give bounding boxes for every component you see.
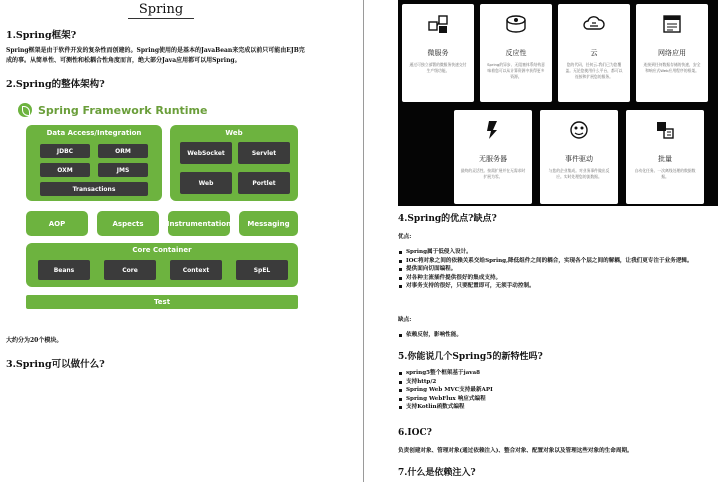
module-aspects: Aspects [97, 211, 159, 236]
module-messaging: Messaging [239, 211, 298, 236]
diagram-title: Spring Framework Runtime [38, 103, 208, 117]
cons-list [398, 331, 716, 340]
card-title: 无服务器 [479, 155, 507, 163]
question-2-heading: 2.Spring的整体架构? [6, 79, 105, 90]
pros-label: 优点: [398, 234, 412, 240]
web-label: Web [225, 129, 243, 137]
document-title: Spring [128, 2, 194, 19]
ioc-description: 负责创建对象、管理对象(通过依赖注入)、整合对象、配置对象以及管理这些对象的生命周期。 [398, 448, 633, 454]
list-item: 依赖反射，影响性能。 [398, 331, 716, 340]
module-transactions: Transactions [40, 182, 148, 196]
card-title: 批量 [658, 155, 672, 163]
card-title: 微服务 [427, 49, 449, 57]
card-description: 连接到任何数据存储的快速，安全和响应式Web应用程序的框架。 [643, 62, 701, 73]
features-list [398, 369, 716, 412]
module-test: Test [26, 295, 298, 309]
module-web: Web [180, 172, 232, 194]
question-5-heading: 5.你能说几个Spring5的新特性吗? [398, 352, 543, 362]
list-item: IOC将对象之间的依赖关系交给Spring,降低组件之间的耦合，实现各个层之间的解耦，让我们更专注于业务逻辑。 [398, 257, 716, 266]
list-item: 支持Kotlin函数式编程 [398, 403, 716, 412]
card-title: 云 [590, 49, 598, 57]
web-group [170, 125, 298, 201]
card-description: 通过可独立部署的微服务快速交付生产级功能。 [409, 62, 467, 73]
card-microservices [402, 4, 474, 102]
pros-list [398, 248, 716, 291]
cons-label: 缺点: [398, 317, 412, 323]
module-servlet: Servlet [238, 142, 290, 164]
question-3-heading: 3.Spring可以做什么? [6, 359, 105, 370]
left-page [0, 0, 363, 482]
card-event-driven [540, 110, 618, 204]
card-description: 自动化任务。一次离线处理的数据数据。 [634, 168, 696, 179]
list-item: 对各种主流插件提供很好的集成支持。 [398, 274, 716, 283]
core-container-group [26, 243, 298, 287]
module-beans: Beans [38, 260, 90, 280]
module-jdbc: JDBC [40, 144, 90, 158]
module-orm: ORM [98, 144, 148, 158]
card-description: 与您的企业集成。对业务事件做出反应。实时处理您的流数据。 [548, 168, 610, 179]
modules-note: 大约分为20个模块。 [6, 337, 63, 344]
card-web-apps [636, 4, 708, 102]
card-batch [626, 110, 704, 204]
module-aop: AOP [26, 211, 88, 236]
list-item: 提供面向切面编程。 [398, 265, 716, 274]
list-item: Spring Web MVC支持最新API [398, 386, 716, 395]
cloud-icon [582, 12, 606, 36]
module-instrumentation: Instrumentation [168, 211, 230, 236]
card-description: 最终的灵活性。按需扩展并在无需求时扩展为零。 [460, 168, 526, 179]
module-portlet: Portlet [238, 172, 290, 194]
question-1-body: Spring框架是由于软件开发的复杂性而创建的。Spring使用的是基本的JavaBean来完成以前只可能由EJB完成的事。从简单性、可测性和松耦合性角度而言，绝大部分Java应用都可以用Spring。 [6, 47, 305, 64]
list-item: 对事务支持的很好，只要配置即可，无须手动控制。 [398, 282, 716, 291]
module-context: Context [170, 260, 222, 280]
card-description: 您的代码，任何云-我们已为您覆盖。无论您使用什么平台，都可以连接和扩展您的服务。 [565, 62, 623, 79]
card-reactive [480, 4, 552, 102]
card-title: 网络应用 [658, 49, 686, 57]
module-websocket: WebSocket [180, 142, 232, 164]
card-title: 反应性 [505, 49, 527, 57]
core-container-label: Core Container [132, 246, 192, 254]
use-cases-panel [398, 0, 718, 206]
reactive-icon [504, 12, 528, 36]
card-cloud [558, 4, 630, 102]
spring-leaf-icon [18, 103, 32, 117]
right-page [364, 0, 728, 482]
list-item: spring5整个框架基于java8 [398, 369, 716, 378]
module-oxm: OXM [40, 163, 90, 177]
web-app-icon [660, 12, 684, 36]
module-jms: JMS [98, 163, 148, 177]
data-access-group [26, 125, 162, 201]
data-access-label: Data Access/Integration [46, 129, 142, 137]
batch-icon [653, 118, 677, 142]
question-7-heading: 7.什么是依赖注入? [398, 468, 476, 478]
diagram-header [18, 103, 207, 117]
card-description: Spring的异步、无阻塞体系结构意味着您可以从计算资源中获得更多资源。 [487, 62, 545, 79]
card-serverless [454, 110, 532, 204]
question-6-heading: 6.IOC? [398, 428, 432, 438]
module-spel: SpEL [236, 260, 288, 280]
event-driven-icon [567, 118, 591, 142]
list-item: Spring属于低侵入设计。 [398, 248, 716, 257]
question-4-heading: 4.Spring的优点?缺点? [398, 214, 497, 224]
microservice-icon [426, 12, 450, 36]
serverless-icon [481, 118, 505, 142]
module-core: Core [104, 260, 156, 280]
card-title: 事件驱动 [565, 155, 593, 163]
list-item: 支持http/2 [398, 378, 716, 387]
spring-architecture-diagram [6, 97, 302, 312]
list-item: Spring WebFlux 响应式编程 [398, 395, 716, 404]
question-1-heading: 1.Spring框架? [6, 30, 77, 41]
